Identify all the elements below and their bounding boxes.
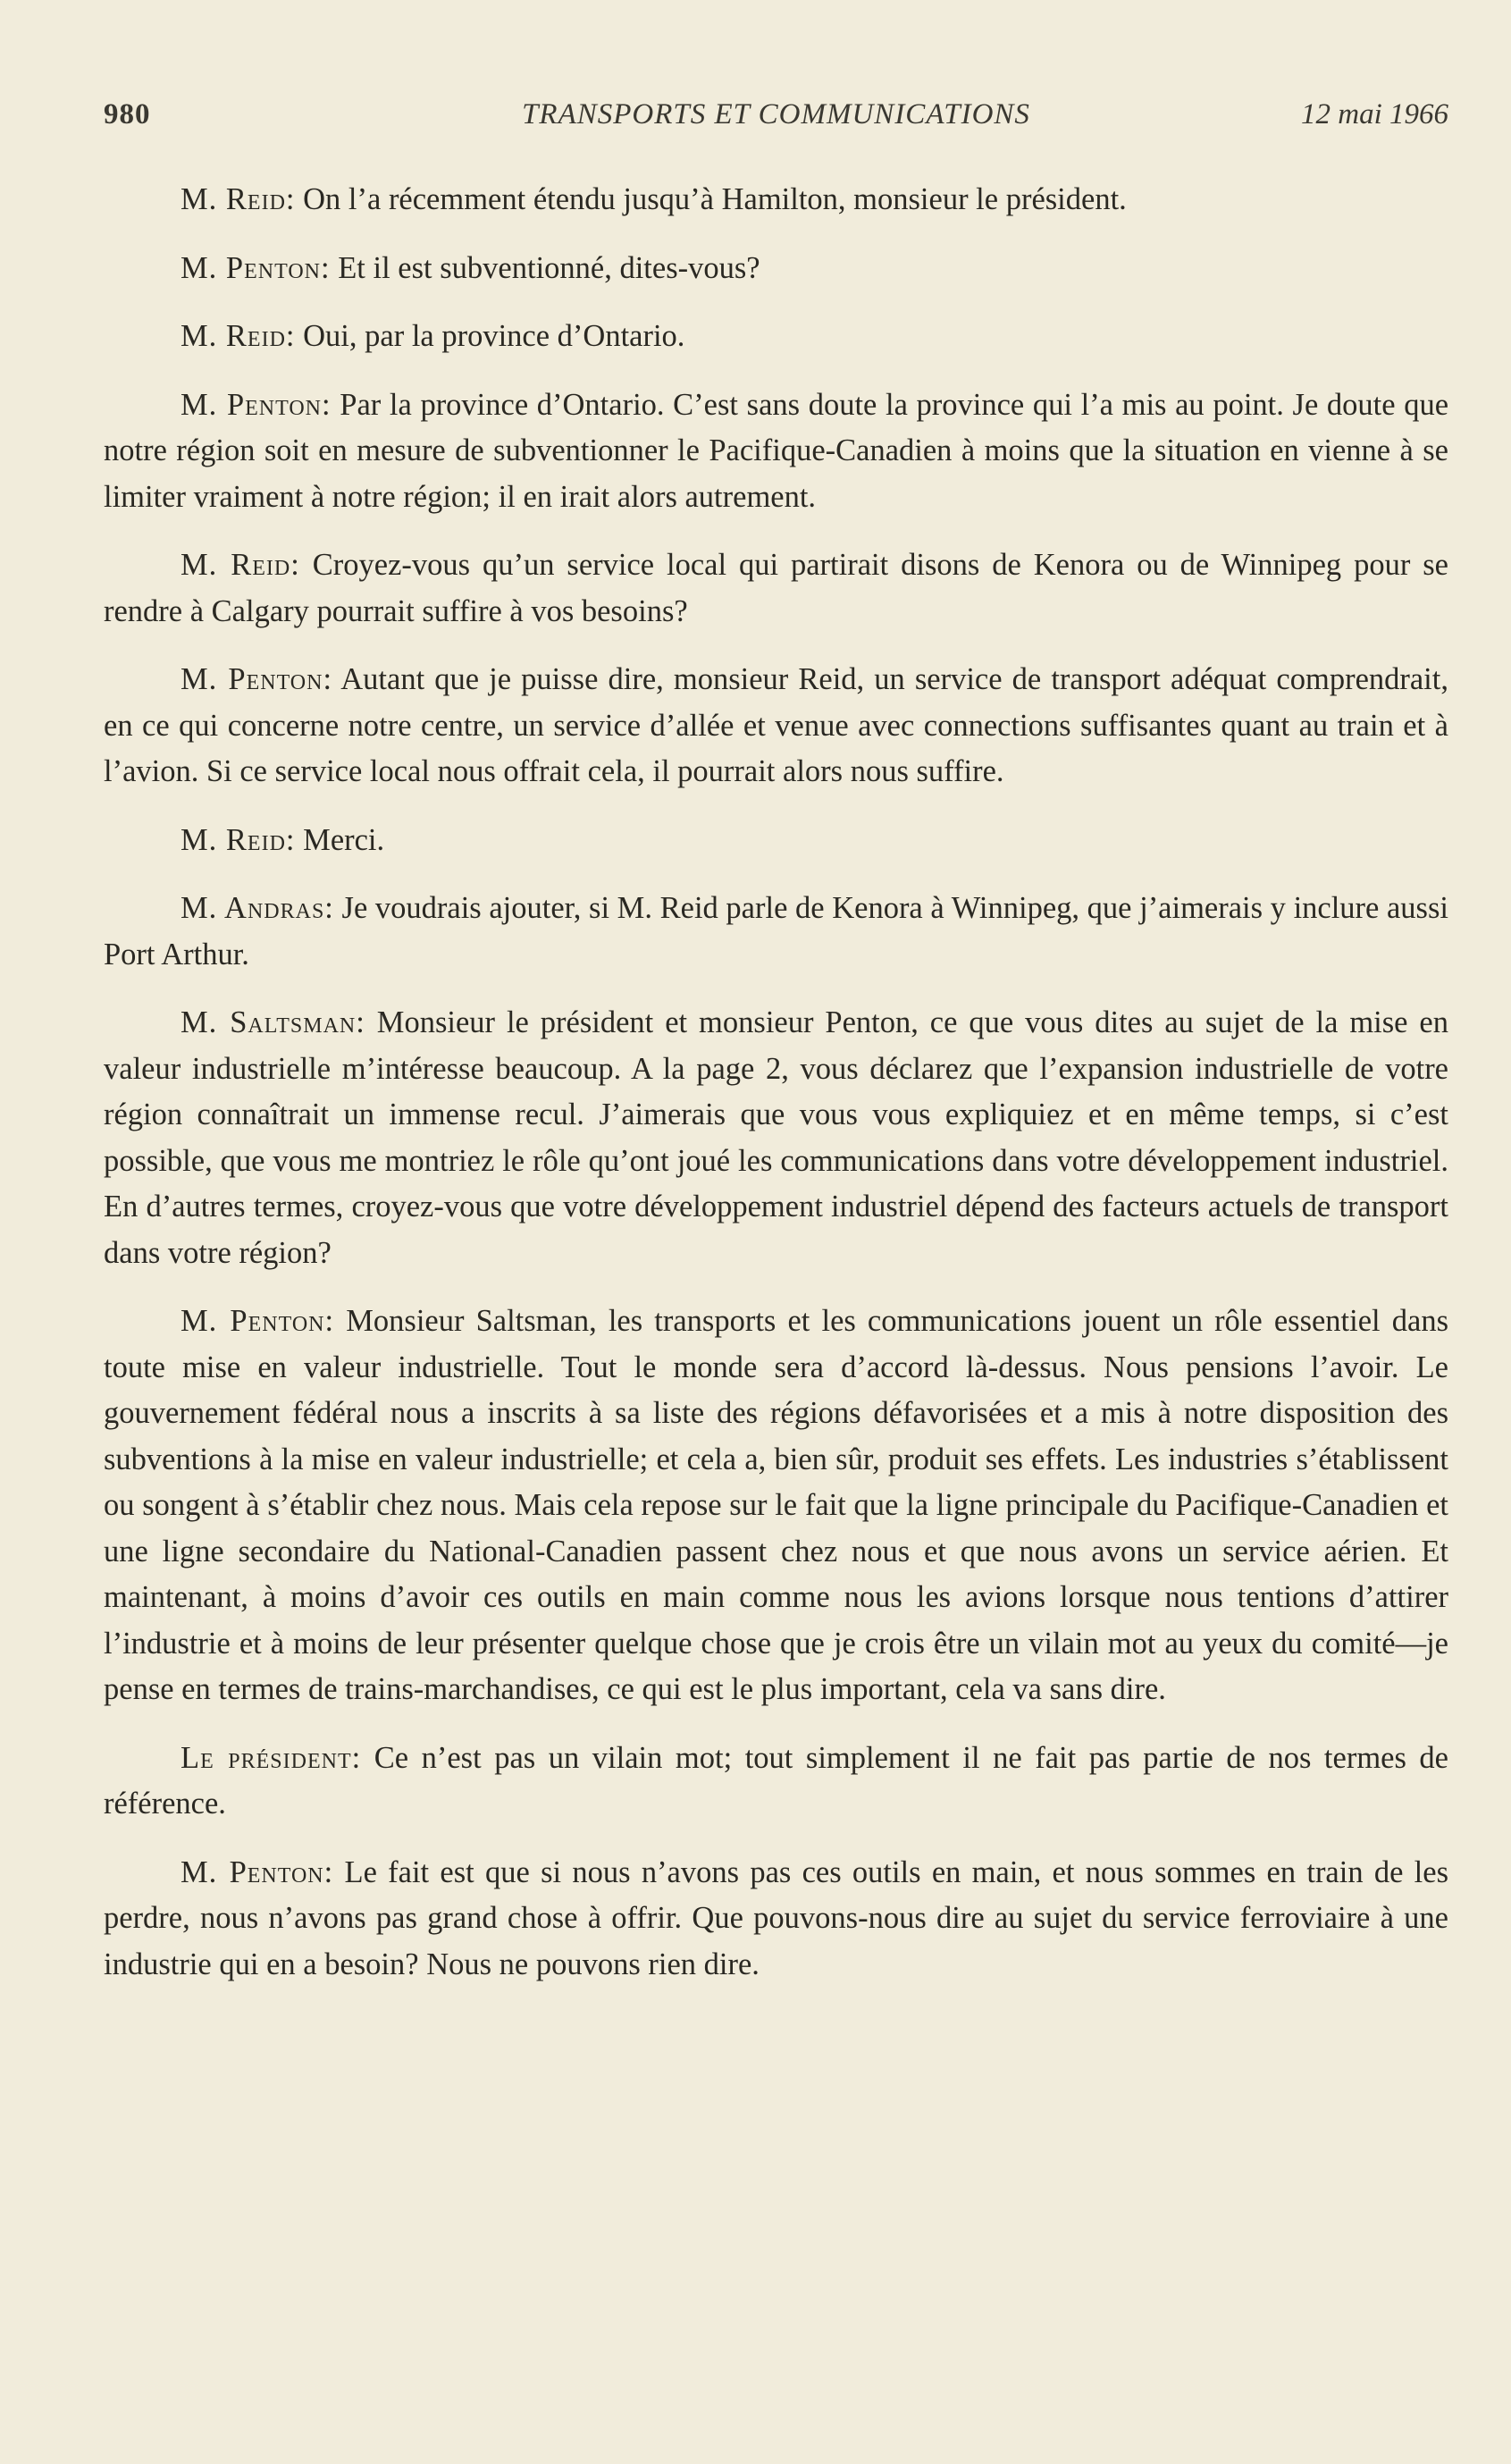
speaker-label: M. Reid: [180,182,296,216]
page-number: 980 [104,98,151,130]
speaker-label: M. Andras: [180,891,334,925]
paragraph-text: Et il est subventionné, dites-vous? [338,250,760,285]
paragraph [104,1850,1448,1989]
paragraph-text: Merci. [303,822,385,857]
running-title: TRANSPORTS ET COMMUNICATIONS [522,98,1030,130]
speaker-label: M. Reid: [180,548,300,582]
paragraph [104,818,1448,864]
paragraph [104,542,1448,635]
paragraph-text: Ce n’est pas un vilain mot; tout simplement il ne fait pas partie de nos termes de référence. [104,1740,1448,1821]
paragraph-text: Monsieur le président et monsieur Penton, ce que vous dites au sujet de la mise en valeur industrielle m’intéresse beaucoup. A la page 2, vous déclarez que l’expansion industrielle de votre région connaîtrait un immense recul. J’aimerais que vous vous expliquiez et en même temps, si c’est possible, que vous me montriez le rôle qu’ont joué les communications dans votre développement industriel. En d’autres termes, croyez-vous que votre développement industriel dépend des facteurs actuels de transport dans votre région? [104,1005,1448,1270]
paragraph-text: Le fait est que si nous n’avons pas ces outils en main, et nous sommes en train de les perdre, nous n’avons pas grand chose à offrir. Que pouvons-nous dire au sujet du service ferroviaire à une industrie qui en a besoin? Nous ne pouvons rien dire. [104,1854,1449,1981]
speaker-label: M. Penton: [180,662,333,696]
speaker-label: M. Reid: [180,822,296,857]
speaker-label: M. Penton: [180,1854,334,1889]
speaker-label: M. Reid: [180,319,296,353]
paragraph [104,1299,1448,1713]
speaker-label: M. Saltsman: [180,1005,365,1039]
paragraph [104,1736,1448,1828]
paragraph [104,886,1448,978]
paragraph [104,314,1448,360]
paragraph-text: Par la province d’Ontario. C’est sans doute la province qui l’a mis au point. Je doute que notre région soit en mesure de subventionner le Pacifique-Canadien à moins que la situation en vienne à se limiter vraiment à notre région; il en irait alors autrement. [104,387,1449,514]
paragraph [104,1000,1448,1276]
speaker-label: Le président: [180,1740,362,1775]
speaker-label: M. Penton: [180,387,332,422]
paragraph-text: On l’a récemment étendu jusqu’à Hamilton, monsieur le président. [303,182,1127,216]
paragraph [104,657,1448,795]
paragraph-text: Autant que je puisse dire, monsieur Reid, un service de transport adéquat comprendrait, en ce qui concerne notre centre, un service d’allée et venue avec connections suffisantes quant au train et à l’avion. Si ce service local nous offrait cela, il pourrait alors nous suffire. [104,662,1448,788]
paragraph [104,383,1448,521]
transcript-body [104,177,1448,2010]
speaker-label: M. Penton: [180,250,331,285]
paragraph-text: Monsieur Saltsman, les transports et les communications jouent un rôle essentiel dans toute mise en valeur industrielle. Tout le monde sera d’accord là-dessus. Nous pensions l’avoir. Le gouvernement fédéral nous a inscrits à sa liste des régions défavorisées et a mis à notre disposition des subventions à la mise en valeur industrielle; et cela a, bien sûr, produit ses effets. Les industries s’établissent ou songent à s’établir chez nous. Mais cela repose sur le fait que la ligne principale du Pacifique-Canadien et une ligne secondaire du National-Canadien passent chez nous et que nous avons un service aérien. Et maintenant, à moins d’avoir ces outils en main comme nous les avions lorsque nous tentions d’attirer l’industrie et à moins de leur présenter quelque chose que je crois être un vilain mot au yeux du comité—je pense en termes de trains-marchandises, ce qui est le plus important, cela va sans dire. [104,1304,1448,1706]
paragraph [104,246,1448,292]
paragraph-text: Oui, par la province d’Ontario. [303,319,685,353]
paragraph [104,177,1448,223]
page-date: 12 mai 1966 [1301,98,1448,130]
paragraph-text: Je voudrais ajouter, si M. Reid parle de Kenora à Winnipeg, que j’aimerais y inclure aussi Port Arthur. [104,891,1448,971]
speaker-label: M. Penton: [180,1304,335,1338]
paragraph-text: Croyez-vous qu’un service local qui partirait disons de Kenora ou de Winnipeg pour se rendre à Calgary pourrait suffire à vos besoins? [104,548,1448,628]
page-header [104,98,1448,143]
